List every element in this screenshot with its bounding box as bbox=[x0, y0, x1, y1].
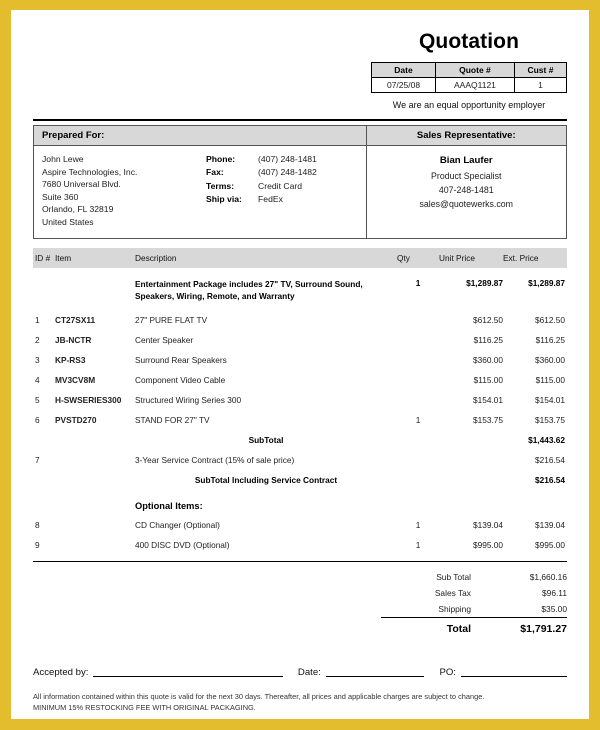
cell-item bbox=[55, 535, 135, 555]
subtotal-including-service-row bbox=[33, 470, 567, 490]
cell-qty: 1 bbox=[415, 519, 421, 530]
cell-ext-price: $612.50 bbox=[535, 314, 565, 325]
cell-qty bbox=[397, 450, 439, 470]
cell-unit-price: $360.00 bbox=[473, 354, 503, 365]
contact-row-phone bbox=[206, 153, 357, 166]
line-items-table bbox=[33, 248, 567, 555]
terms-label: Terms: bbox=[206, 180, 235, 191]
address-line: 7680 Universal Blvd. bbox=[42, 179, 121, 190]
cell-unit-price: $115.00 bbox=[473, 374, 503, 385]
cell-qty bbox=[397, 390, 439, 410]
ship-via-label: Ship via: bbox=[206, 194, 242, 205]
meta-value-quote-number: AAAQ1121 bbox=[436, 78, 515, 93]
meta-value-date: 07/25/08 bbox=[372, 78, 436, 93]
quote-meta-table bbox=[371, 62, 567, 93]
cell-item bbox=[55, 430, 135, 450]
cell-id: 1 bbox=[35, 314, 40, 325]
table-row bbox=[33, 268, 567, 310]
service-contract-row bbox=[33, 450, 567, 470]
cell-unit-price: $995.00 bbox=[473, 539, 503, 550]
totals-divider bbox=[33, 561, 567, 562]
cell-unit-price bbox=[439, 450, 503, 470]
meta-value-customer-number: 1 bbox=[514, 78, 566, 93]
customer-contact-details bbox=[206, 153, 357, 229]
table-row bbox=[33, 350, 567, 370]
totals-table bbox=[381, 569, 567, 638]
cell-description: STAND FOR 27" TV bbox=[135, 414, 210, 425]
address-line: John Lewe bbox=[42, 154, 84, 164]
sales-representative-box bbox=[367, 126, 567, 238]
cell-ext-price: $153.75 bbox=[535, 414, 565, 425]
cell-qty bbox=[397, 370, 439, 390]
terms-value: Credit Card bbox=[258, 180, 302, 191]
cell-item: KP-RS3 bbox=[55, 354, 86, 365]
meta-header-date: Date bbox=[372, 63, 436, 78]
cell-qty: 1 bbox=[415, 277, 421, 288]
table-row bbox=[33, 370, 567, 390]
subtotal-including-service-label: SubTotal Including Service Contract bbox=[194, 474, 338, 485]
cell-unit-price bbox=[439, 430, 503, 450]
cell-ext-price: $216.54 bbox=[535, 454, 565, 465]
cell-id: 3 bbox=[35, 354, 40, 365]
phone-label: Phone: bbox=[206, 154, 236, 164]
cell-unit-price: $116.25 bbox=[473, 334, 503, 345]
cell-item bbox=[55, 470, 135, 490]
cell-id: 8 bbox=[35, 519, 40, 530]
shipping-label: Shipping bbox=[438, 603, 471, 614]
contact-row-terms bbox=[206, 180, 357, 193]
cell-item: PVSTD270 bbox=[55, 414, 97, 425]
column-header-unit-price: Unit Price bbox=[439, 248, 503, 269]
column-header-qty: Qty bbox=[397, 248, 439, 269]
cell-description: Surround Rear Speakers bbox=[135, 354, 227, 365]
signature-section bbox=[33, 666, 567, 678]
cell-ext-price: $115.00 bbox=[535, 374, 565, 385]
cell-id: 7 bbox=[35, 454, 40, 465]
cell-description: 400 DISC DVD (Optional) bbox=[135, 539, 230, 550]
cell-item bbox=[55, 268, 135, 310]
cell-ext-price bbox=[503, 490, 567, 515]
po-label: PO: bbox=[439, 666, 456, 678]
accepted-by-label: Accepted by: bbox=[33, 666, 89, 678]
footer-terms bbox=[33, 691, 567, 714]
shipping-value: $35.00 bbox=[541, 603, 567, 614]
phone-value: (407) 248-1481 bbox=[258, 154, 317, 164]
cell-ext-price: $154.01 bbox=[535, 394, 565, 405]
cell-item: H-SWSERIES300 bbox=[55, 394, 122, 405]
cell-item bbox=[55, 450, 135, 470]
cell-item: MV3CV8M bbox=[55, 374, 96, 385]
cell-description: Structured Wiring Series 300 bbox=[135, 394, 242, 405]
prepared-for-box bbox=[34, 126, 367, 238]
subtotal-including-service-value: $216.54 bbox=[535, 474, 565, 485]
cell-id: 4 bbox=[35, 374, 40, 385]
line-items-header-row bbox=[33, 248, 567, 269]
subtotal-value: $1,443.62 bbox=[528, 434, 565, 445]
cell-id bbox=[33, 470, 55, 490]
terms-line-restocking: MINIMUM 15% RESTOCKING FEE WITH ORIGINAL PACKAGING. bbox=[33, 703, 256, 713]
cell-description: Entertainment Package includes 27" TV, Surround Sound, Speakers, Wiring, Remote, and Warranty bbox=[135, 278, 363, 302]
subtotal-row bbox=[33, 430, 567, 450]
table-row bbox=[33, 515, 567, 535]
contact-row-fax bbox=[206, 166, 357, 179]
document-header bbox=[33, 24, 567, 110]
cell-ext-price: $116.25 bbox=[535, 334, 565, 345]
cell-id: 9 bbox=[35, 539, 40, 550]
cell-id: 2 bbox=[35, 334, 40, 345]
table-row bbox=[33, 410, 567, 430]
fax-label: Fax: bbox=[206, 167, 224, 178]
fax-value: (407) 248-1482 bbox=[258, 167, 317, 178]
column-header-id: ID # bbox=[33, 248, 55, 269]
cell-item: JB-NCTR bbox=[55, 334, 92, 345]
cell-unit-price: $612.50 bbox=[473, 314, 503, 325]
contact-row-ship-via bbox=[206, 193, 357, 206]
cell-unit-price bbox=[439, 490, 503, 515]
cell-id: 5 bbox=[35, 394, 40, 405]
cell-item bbox=[55, 490, 135, 515]
meta-header-quote-number: Quote # bbox=[436, 63, 515, 78]
grand-total-label: Total bbox=[381, 617, 489, 638]
cell-qty: 1 bbox=[415, 539, 421, 550]
sales-tax-value: $96.11 bbox=[542, 587, 567, 598]
sales-tax-label: Sales Tax bbox=[434, 587, 471, 598]
table-row bbox=[33, 390, 567, 410]
table-row bbox=[33, 310, 567, 330]
cell-id bbox=[33, 268, 55, 310]
cell-qty bbox=[397, 490, 439, 515]
grand-total-value: $1,791.27 bbox=[489, 617, 567, 638]
sales-rep-title: Product Specialist bbox=[431, 171, 502, 181]
sales-rep-name: Bian Laufer bbox=[439, 155, 493, 166]
customer-address bbox=[42, 153, 206, 229]
totals-row-grand-total bbox=[381, 617, 567, 638]
table-row bbox=[33, 330, 567, 350]
totals-row-sub-total bbox=[381, 569, 567, 585]
accepted-by-field[interactable] bbox=[93, 666, 282, 677]
date-label: Date: bbox=[297, 666, 321, 678]
cell-id bbox=[33, 490, 55, 515]
cell-id bbox=[33, 430, 55, 450]
cell-id: 6 bbox=[35, 414, 40, 425]
cell-qty bbox=[397, 470, 439, 490]
cell-unit-price bbox=[439, 470, 503, 490]
ship-via-value: FedEx bbox=[258, 194, 283, 205]
cell-description: Center Speaker bbox=[135, 334, 194, 345]
subtotal-label: SubTotal bbox=[248, 434, 284, 445]
cell-item: CT27SX11 bbox=[55, 314, 96, 325]
totals-row-shipping bbox=[381, 601, 567, 618]
cell-qty bbox=[397, 350, 439, 370]
address-line: Aspire Technologies, Inc. bbox=[42, 166, 138, 177]
cell-unit-price: $153.75 bbox=[473, 414, 503, 425]
date-field[interactable] bbox=[326, 666, 424, 677]
cell-description: 3-Year Service Contract (15% of sale price) bbox=[135, 454, 295, 465]
column-header-description: Description bbox=[135, 248, 397, 269]
table-row bbox=[33, 535, 567, 555]
cell-unit-price: $154.01 bbox=[473, 394, 503, 405]
cell-ext-price: $1,289.87 bbox=[528, 277, 565, 288]
page-title: Quotation bbox=[418, 30, 520, 53]
header-divider bbox=[33, 119, 567, 121]
prepared-for-heading: Prepared For: bbox=[34, 126, 366, 146]
sales-rep-heading: Sales Representative: bbox=[367, 126, 567, 146]
terms-line-validity: All information contained within this quote is valid for the next 30 days. Thereafter, all prices and applicable charges are subject to change. bbox=[33, 691, 485, 701]
cell-ext-price: $360.00 bbox=[535, 354, 565, 365]
address-line: United States bbox=[42, 216, 94, 227]
sales-rep-phone: 407-248-1481 bbox=[438, 185, 494, 195]
optional-items-heading-row bbox=[33, 490, 567, 515]
sub-total-value: $1,660.16 bbox=[529, 571, 567, 582]
sales-rep-email: sales@quotewerks.com bbox=[419, 199, 513, 209]
cell-qty: 1 bbox=[415, 414, 421, 425]
cell-ext-price: $995.00 bbox=[535, 539, 565, 550]
cell-item bbox=[55, 515, 135, 535]
column-header-item: Item bbox=[55, 248, 135, 269]
cell-qty bbox=[397, 430, 439, 450]
cell-description: CD Changer (Optional) bbox=[135, 519, 220, 530]
meta-value-row bbox=[372, 78, 567, 93]
cell-ext-price: $139.04 bbox=[535, 519, 565, 530]
meta-header-customer-number: Cust # bbox=[514, 63, 566, 78]
parties-section bbox=[33, 125, 567, 239]
cell-description: Component Video Cable bbox=[135, 374, 226, 385]
optional-items-heading: Optional Items: bbox=[135, 500, 203, 511]
po-field[interactable] bbox=[461, 666, 567, 677]
equal-opportunity-note: We are an equal opportunity employer bbox=[392, 100, 546, 110]
address-line: Orlando, FL 32819 bbox=[42, 204, 114, 215]
cell-description: 27" PURE FLAT TV bbox=[135, 314, 208, 325]
cell-qty bbox=[397, 330, 439, 350]
meta-header-row bbox=[372, 63, 567, 78]
address-line: Suite 360 bbox=[42, 191, 79, 202]
column-header-ext-price: Ext. Price bbox=[503, 248, 567, 269]
totals-row-sales-tax bbox=[381, 585, 567, 601]
sub-total-label: Sub Total bbox=[436, 571, 471, 582]
cell-qty bbox=[397, 310, 439, 330]
quotation-document bbox=[11, 10, 589, 719]
cell-unit-price: $139.04 bbox=[473, 519, 503, 530]
cell-unit-price: $1,289.87 bbox=[466, 277, 503, 288]
